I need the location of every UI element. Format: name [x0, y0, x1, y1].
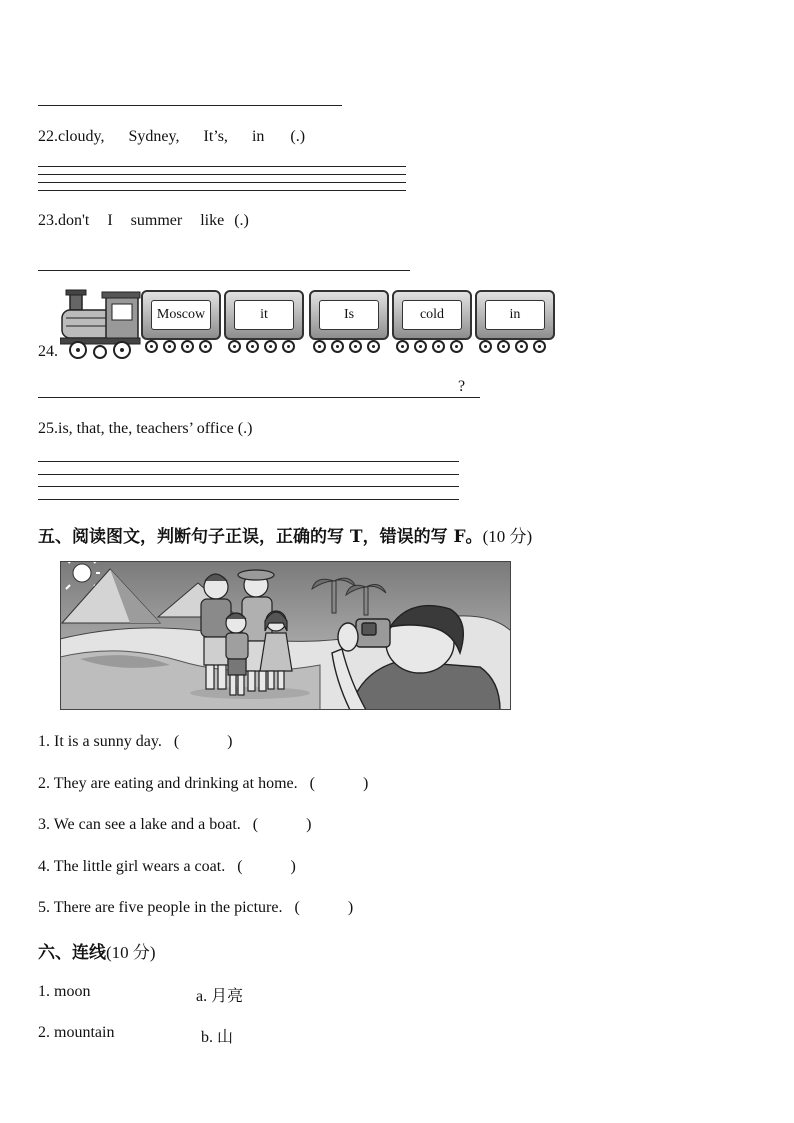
- true-false-item: [38, 733, 233, 751]
- wheel-icon: [450, 340, 463, 353]
- word: Sydney,: [128, 128, 180, 145]
- wheel-icon: [349, 340, 362, 353]
- wheel-icon: [163, 340, 176, 353]
- question-number: 22.: [38, 128, 58, 145]
- section-5-heading: [38, 522, 532, 547]
- wheel-icon: [479, 340, 492, 353]
- wheel-icon: [264, 340, 277, 353]
- item-text: 4. The little girl wears a coat.: [38, 858, 226, 875]
- word-card: it: [234, 300, 294, 330]
- wheel-icon: [313, 340, 326, 353]
- desert-family-illustration: [60, 561, 511, 710]
- wheel-icon: [497, 340, 510, 353]
- word: summer: [130, 212, 183, 229]
- question-22: [38, 128, 305, 146]
- question-text: is, that, the, teachers’ office (.): [58, 420, 253, 437]
- writing-line: [38, 474, 459, 475]
- match-chinese-word[interactable]: a. 月亮: [196, 988, 244, 1005]
- true-false-item: [38, 899, 353, 917]
- writing-line: [38, 182, 406, 183]
- word-card: cold: [402, 300, 462, 330]
- section-title: 五、阅读图文，判断句子正误，正确的写 T，错误的写 F。: [38, 527, 483, 547]
- true-false-item: [38, 775, 368, 793]
- true-false-item: [38, 816, 311, 834]
- train-car: [224, 290, 304, 340]
- writing-line: [38, 190, 406, 191]
- writing-line: [38, 486, 459, 487]
- answer-line: [38, 270, 410, 271]
- answer-bracket[interactable]: ( ): [309, 775, 369, 792]
- answer-line: [38, 105, 342, 106]
- wheel-icon: [145, 340, 158, 353]
- word-card: in: [485, 300, 545, 330]
- wheel-icon: [228, 340, 241, 353]
- wheel-icon: [199, 340, 212, 353]
- question-mark: ?: [458, 378, 466, 395]
- train-car: [309, 290, 389, 340]
- true-false-item: [38, 858, 296, 876]
- word-card: Moscow: [151, 300, 211, 330]
- writing-line: [38, 166, 406, 167]
- answer-bracket[interactable]: ( ): [294, 899, 354, 916]
- word: (.): [290, 128, 306, 145]
- wheel-icon: [432, 340, 445, 353]
- wheel-icon: [181, 340, 194, 353]
- answer-bracket[interactable]: ( ): [237, 858, 296, 875]
- train-car: [141, 290, 221, 340]
- word: It’s,: [203, 128, 228, 145]
- train-car: [475, 290, 555, 340]
- word: (.): [234, 212, 249, 229]
- wheel-icon: [282, 340, 295, 353]
- item-text: 2. They are eating and drinking at home.: [38, 775, 298, 792]
- answer-line: [38, 397, 480, 398]
- wheel-icon: [515, 340, 528, 353]
- match-english-word[interactable]: 2. mountain: [38, 1024, 115, 1041]
- match-chinese-word[interactable]: b. 山: [201, 1029, 234, 1046]
- writing-line: [38, 174, 406, 175]
- wheel-icon: [396, 340, 409, 353]
- question-23: [38, 212, 249, 230]
- word: in: [251, 128, 265, 145]
- item-text: 5. There are five people in the picture.: [38, 899, 283, 916]
- word-card: Is: [319, 300, 379, 330]
- section-points: (10 分): [106, 943, 156, 962]
- section-points: (10 分): [482, 527, 533, 546]
- word: don't: [58, 212, 90, 229]
- train-car: [392, 290, 472, 340]
- writing-line: [38, 461, 459, 462]
- word: like: [200, 212, 225, 229]
- section-6-heading: [38, 938, 156, 963]
- match-english-word[interactable]: 1. moon: [38, 983, 91, 1000]
- section-title: 六、连线: [38, 943, 106, 963]
- writing-line: [38, 499, 459, 500]
- answer-bracket[interactable]: ( ): [252, 816, 312, 833]
- item-text: 1. It is a sunny day.: [38, 733, 162, 750]
- locomotive-icon: [60, 288, 142, 360]
- item-text: 3. We can see a lake and a boat.: [38, 816, 241, 833]
- wheel-icon: [414, 340, 427, 353]
- wheel-icon: [367, 340, 380, 353]
- word: I: [107, 212, 113, 229]
- word: cloudy,: [58, 128, 105, 145]
- question-number: 23.: [38, 212, 58, 229]
- question-number: 25.: [38, 420, 58, 437]
- wheel-icon: [533, 340, 546, 353]
- question-25: [38, 420, 252, 438]
- wheel-icon: [331, 340, 344, 353]
- question-number: 24.: [38, 343, 58, 360]
- answer-bracket[interactable]: ( ): [173, 733, 233, 750]
- wheel-icon: [246, 340, 259, 353]
